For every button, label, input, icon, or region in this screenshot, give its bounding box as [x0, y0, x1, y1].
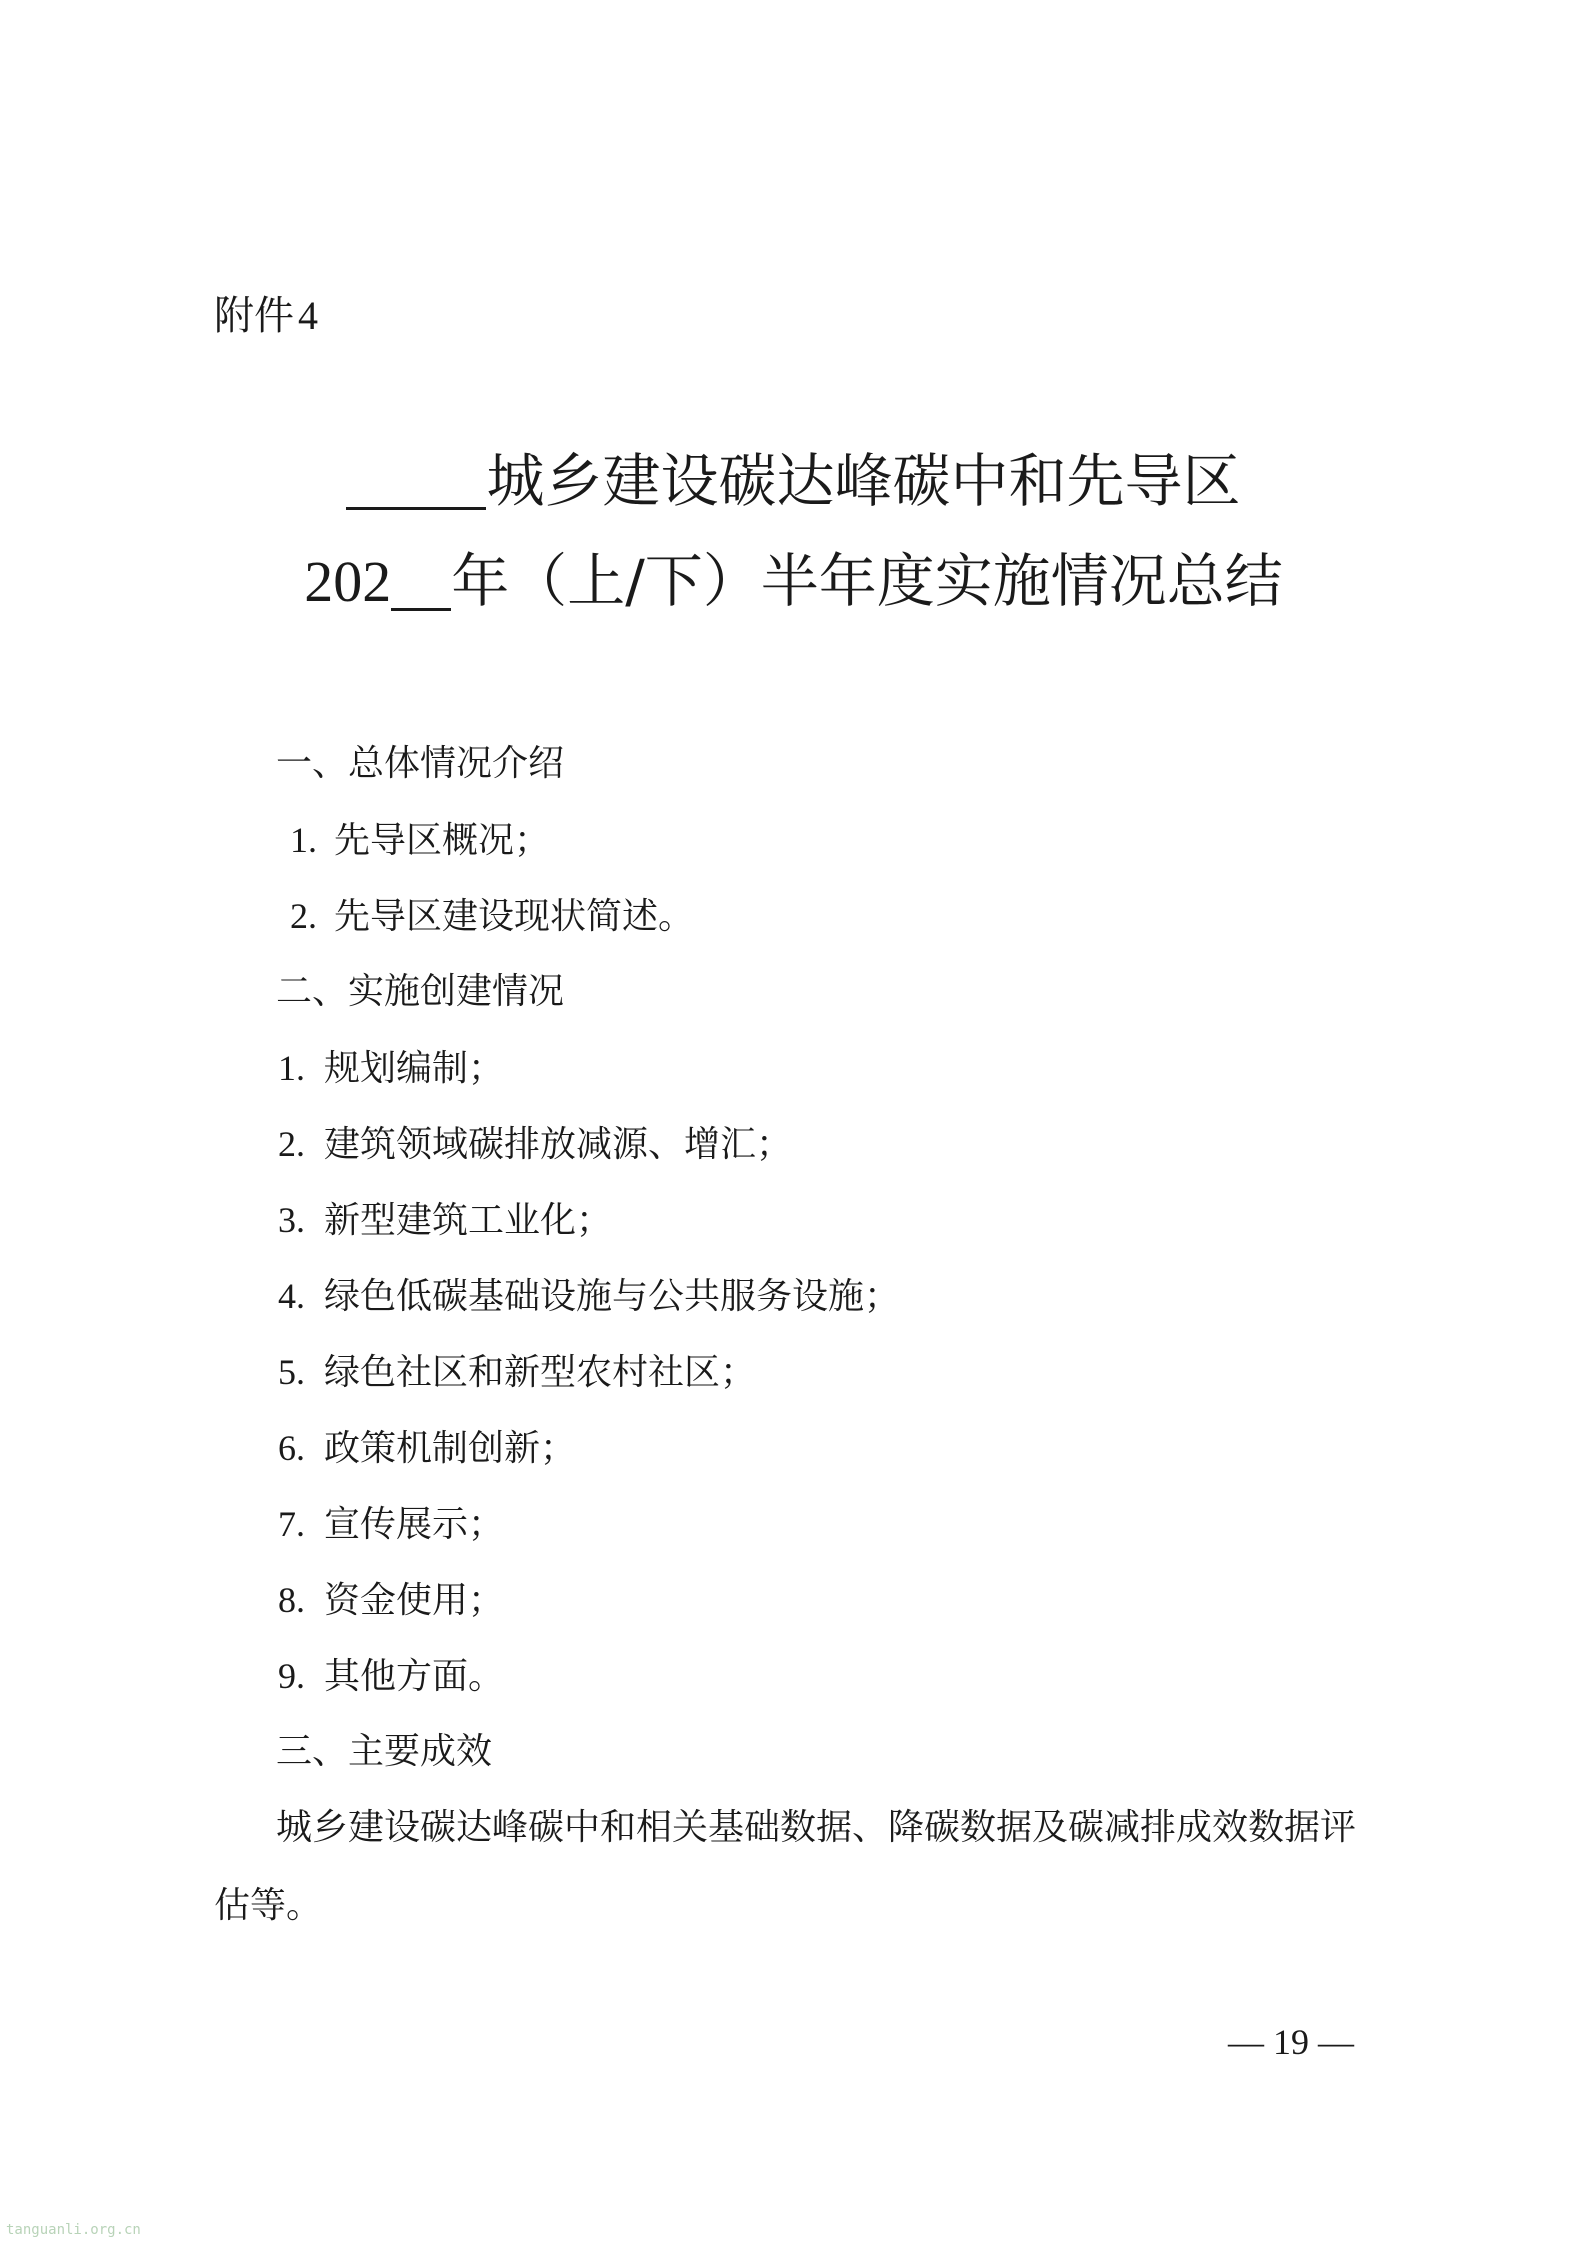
item-text: 资金使用； — [324, 1580, 505, 1621]
title-line-2 — [0, 547, 1587, 615]
title-line-2-text: 年（上/下）半年度实施情况总结 — [451, 547, 1283, 615]
item-number: 7. — [278, 1504, 305, 1544]
section-2-item — [278, 1430, 576, 1467]
item-number: 1. — [290, 820, 317, 860]
item-text: 宣传展示； — [324, 1504, 505, 1545]
section-3-heading: 三、主要成效 — [276, 1731, 493, 1772]
attachment-label — [214, 293, 318, 339]
item-number: 5. — [278, 1352, 305, 1392]
title-line-1-text: 城乡建设碳达峰碳中和先导区 — [486, 447, 1241, 515]
item-text: 政策机制创新； — [324, 1428, 577, 1469]
item-number: 3. — [278, 1200, 305, 1240]
item-text: 新型建筑工业化； — [324, 1200, 613, 1241]
item-text: 绿色低碳基础设施与公共服务设施； — [324, 1276, 901, 1317]
title-blank-1 — [346, 455, 486, 510]
section-1-heading: 一、总体情况介绍 — [276, 743, 565, 784]
item-text: 其他方面。 — [324, 1656, 505, 1697]
section-2-item — [278, 1506, 504, 1543]
section-3-paragraph-line-1: 城乡建设碳达峰碳中和相关基础数据、降碳数据及碳减排成效数据评 — [276, 1807, 1357, 1848]
watermark: tanguanli.org.cn — [6, 2222, 141, 2238]
item-number: 9. — [278, 1656, 305, 1696]
section-1-item — [290, 822, 550, 859]
item-text: 建筑领域碳排放减源、增汇； — [324, 1124, 793, 1165]
section-2-item — [278, 1582, 504, 1619]
item-number: 4. — [278, 1276, 305, 1316]
item-text: 先导区概况； — [334, 820, 551, 861]
title-line-1 — [0, 447, 1587, 515]
section-1-item — [290, 898, 694, 935]
section-2-item — [278, 1278, 900, 1315]
item-number: 8. — [278, 1580, 305, 1620]
item-text: 绿色社区和新型农村社区； — [324, 1352, 757, 1393]
item-text: 先导区建设现状简述。 — [334, 896, 695, 937]
item-number: 1. — [278, 1048, 305, 1088]
title-year-prefix: 202 — [304, 549, 392, 614]
section-2-item — [278, 1658, 504, 1695]
title-blank-2 — [391, 556, 451, 611]
section-2-item — [278, 1202, 612, 1239]
section-2-item — [278, 1126, 792, 1163]
item-number: 2. — [290, 896, 317, 936]
item-number: 6. — [278, 1428, 305, 1468]
section-2-heading: 二、实施创建情况 — [276, 971, 565, 1012]
section-2-item — [278, 1050, 504, 1087]
attachment-number: 4 — [298, 293, 318, 338]
page-number: — 19 — — [1228, 2022, 1354, 2062]
item-text: 规划编制； — [324, 1048, 505, 1089]
section-3-paragraph-line-2: 估等。 — [214, 1885, 323, 1926]
attachment-label-text: 附件 — [214, 293, 294, 339]
section-2-item — [278, 1354, 756, 1391]
item-number: 2. — [278, 1124, 305, 1164]
